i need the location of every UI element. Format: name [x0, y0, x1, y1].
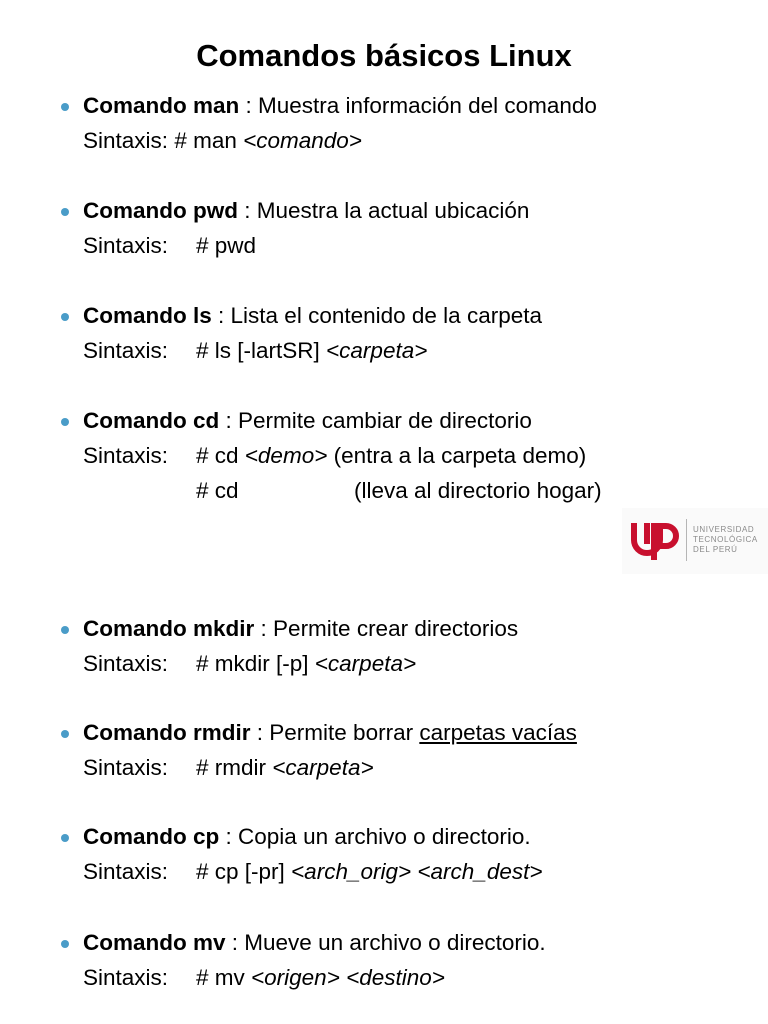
bullet-icon — [61, 418, 69, 426]
syntax-note: (lleva al directorio hogar) — [354, 478, 602, 503]
separator: : — [225, 930, 245, 955]
syntax-code: # man — [174, 128, 244, 153]
bullet-icon — [61, 730, 69, 738]
command-description-emphasis: carpetas vacías — [419, 720, 577, 745]
syntax-argument: <arch_orig> — [291, 859, 412, 884]
logo-divider — [686, 519, 687, 561]
syntax-argument-2: <destino> — [339, 965, 445, 990]
command-line — [83, 403, 532, 438]
command-line — [83, 611, 518, 646]
command-line — [83, 819, 531, 854]
syntax-code: # pwd — [196, 233, 257, 258]
syntax-argument: <carpeta> — [272, 755, 374, 780]
syntax-code: # cd — [196, 478, 239, 503]
syntax-label: Sintaxis: — [83, 859, 169, 884]
bullet-icon — [61, 834, 69, 842]
separator: : — [219, 408, 239, 433]
separator: : — [211, 303, 231, 328]
syntax-label: Sintaxis: — [83, 651, 169, 676]
command-name: Comando mkdir — [83, 616, 255, 641]
syntax-label: Sintaxis: — [83, 755, 169, 780]
separator: : — [219, 824, 239, 849]
command-description: Permite borrar — [269, 720, 420, 745]
syntax-argument: <carpeta> — [314, 651, 417, 676]
command-line — [83, 715, 577, 750]
bullet-icon — [61, 626, 69, 634]
bullet-icon — [61, 940, 69, 948]
syntax-line — [83, 854, 542, 889]
syntax-label: Sintaxis: — [83, 443, 169, 468]
syntax-label: Sintaxis: — [83, 233, 169, 258]
command-name: Comando ls — [83, 303, 212, 328]
command-name: Comando cd — [83, 408, 220, 433]
command-description: Permite crear directorios — [273, 616, 519, 641]
syntax-label: Sintaxis: — [83, 965, 169, 990]
command-description: Copia un archivo o directorio. — [238, 824, 531, 849]
syntax-label: Sintaxis: — [83, 338, 169, 363]
syntax-line — [83, 123, 362, 158]
command-description: Muestra la actual ubicación — [256, 198, 530, 223]
utp-emblem-icon — [630, 518, 682, 562]
page-title: Comandos básicos Linux — [196, 38, 572, 73]
separator: : — [237, 198, 257, 223]
logo-line: UNIVERSIDAD — [693, 525, 755, 534]
syntax-line — [83, 228, 256, 263]
syntax-line — [83, 333, 427, 368]
command-description: Mueve un archivo o directorio. — [244, 930, 546, 955]
bullet-icon — [61, 103, 69, 111]
logo-lettering — [693, 525, 758, 555]
logo-line: TECNOLÓGICA — [693, 535, 758, 544]
command-description: Lista el contenido de la carpeta — [230, 303, 542, 328]
command-name: Comando cp — [83, 824, 220, 849]
bullet-icon — [61, 208, 69, 216]
bullet-icon — [61, 313, 69, 321]
syntax-argument: <comando> — [243, 128, 362, 153]
command-description: Permite cambiar de directorio — [238, 408, 532, 433]
syntax-argument: <origen> — [251, 965, 340, 990]
syntax-code: # ls [-lartSR] — [196, 338, 327, 363]
command-description: Muestra información del comando — [258, 93, 597, 118]
syntax-code: # cd — [196, 443, 245, 468]
command-name: Comando pwd — [83, 198, 238, 223]
syntax-line — [83, 438, 586, 473]
utp-logo — [622, 508, 768, 574]
syntax-argument: <demo> — [244, 443, 328, 468]
command-name: Comando rmdir — [83, 720, 251, 745]
separator: : — [239, 93, 259, 118]
syntax-code: # mv — [196, 965, 252, 990]
syntax-line-2 — [83, 473, 602, 508]
syntax-code: # rmdir — [196, 755, 273, 780]
syntax-argument: <carpeta> — [326, 338, 428, 363]
syntax-label: Sintaxis: — [83, 128, 169, 153]
command-line — [83, 925, 546, 960]
command-line — [83, 88, 597, 123]
command-line — [83, 298, 542, 333]
syntax-code: # cp [-pr] — [196, 859, 292, 884]
separator: : — [250, 720, 270, 745]
syntax-code: # mkdir [-p] — [196, 651, 315, 676]
command-line — [83, 193, 529, 228]
syntax-line — [83, 750, 374, 785]
syntax-note: (entra a la carpeta demo) — [327, 443, 587, 468]
separator: : — [254, 616, 274, 641]
command-name: Comando mv — [83, 930, 226, 955]
logo-line: DEL PERÚ — [693, 545, 738, 554]
syntax-line — [83, 646, 416, 681]
command-name: Comando man — [83, 93, 240, 118]
syntax-argument-2: <arch_dest> — [411, 859, 543, 884]
syntax-line — [83, 960, 445, 995]
